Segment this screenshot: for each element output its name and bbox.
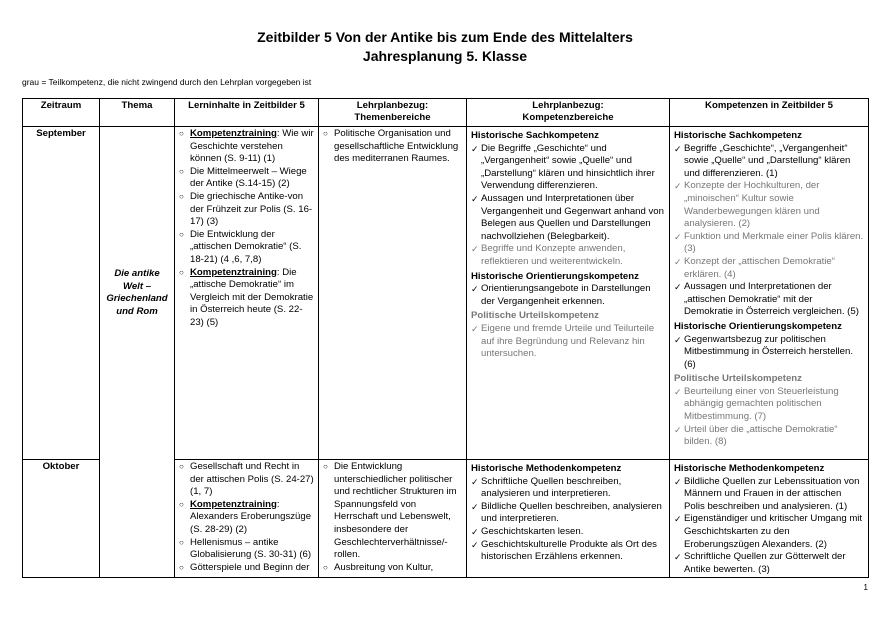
list-item: ○ Gesellschaft und Recht in der attischen Polis (S. 24-27) (1, 7) bbox=[179, 461, 314, 499]
table-row-september bbox=[23, 127, 869, 460]
list-item: ○ Götterspiele und Beginn der bbox=[179, 562, 314, 575]
list-item: ✓ Die Begriffe „Geschichte“ und „Vergangenheit“ sowie „Quelle“ und „Darstellung“ klären und hinsichtlich ihrer Verwendung differenzieren. bbox=[471, 143, 665, 193]
section-title: Historische Orientierungskompetenz bbox=[674, 320, 842, 332]
planning-table bbox=[22, 98, 869, 578]
col-header-themenbereiche bbox=[319, 99, 467, 127]
legend-note: grau = Teilkompetenz, die nicht zwingend durch den Lehrplan vorgegeben ist bbox=[22, 77, 312, 87]
col-header-kompetenzbereiche bbox=[467, 99, 670, 127]
list-item: ✓ Geschichtskarten lesen. bbox=[471, 526, 665, 539]
col-header-zeitraum: Zeitraum bbox=[23, 99, 100, 127]
list-item: ○ Die griechische Antike-von der Frühzeit zur Polis (S. 16-17) (3) bbox=[179, 191, 314, 229]
list-item: ✓ Begriffe „Geschichte“, „Vergangenheit“ sowie „Quelle“ und „Darstellung“ klären und differenzieren. (1) bbox=[674, 143, 864, 181]
section-title: Politische Urteilskompetenz bbox=[674, 373, 802, 385]
thema-cell bbox=[100, 127, 175, 460]
page-number: 1 bbox=[863, 583, 868, 592]
list-item: ○ Kompetenztraining: Alexanders Eroberungszüge (S. 28-29) (2) bbox=[179, 499, 314, 537]
thema-line: Griechenland bbox=[106, 293, 168, 305]
document-title: Zeitbilder 5 Von der Antike bis zum Ende des Mittelalters bbox=[257, 29, 633, 45]
list-item: ✓ Beurteilung einer von Steuerleistung abhängig gemachten politischen Mitbestimmung. (7) bbox=[674, 386, 864, 424]
list-item: ✓ Gegenwartsbezug zur politischen Mitbestimmung in Österreich herstellen. (6) bbox=[674, 334, 864, 372]
list-item: ○ Kompetenztraining: Die „attische Demokratie“ im Vergleich mit der Demokratie in Österreich heute (S. 22-23) (5) bbox=[179, 267, 314, 330]
themenbereiche-cell bbox=[319, 127, 467, 460]
list-item: ○ Ausbreitung von Kultur, bbox=[323, 562, 462, 575]
list-item: ✓ Funktion und Merkmale einer Polis klären. (3) bbox=[674, 231, 864, 256]
col-header-lerninhalte: Lerninhalte in Zeitbilder 5 bbox=[175, 99, 319, 127]
lerninhalte-cell bbox=[175, 127, 319, 460]
col-header-themenbereiche-a: Lehrplanbezug: bbox=[356, 100, 429, 111]
zeitraum-cell: Oktober bbox=[23, 460, 100, 578]
thema-cell-continued bbox=[100, 460, 175, 578]
list-item: ✓ Schriftliche Quellen zur Götterwelt der Antike bewerten. (3) bbox=[674, 551, 864, 576]
list-item: ✓ Konzepte der Hochkulturen, der „minoischen“ Kultur sowie Wanderbewegungen klären und analysieren. (2) bbox=[674, 180, 864, 230]
list-item: ✓ Begriffe und Konzepte anwenden, reflektieren und weiterentwickeln. bbox=[471, 243, 665, 268]
list-item: ✓ Aussagen und Interpretationen über Vergangenheit und Gegenwart anhand von Belegen aus Quellen und Darstellungen nachvollziehen (Belegbarkeit). bbox=[471, 193, 665, 243]
kompetenzbereiche-cell bbox=[467, 127, 670, 460]
col-header-kompetenzbereiche-b: Kompetenzbereiche bbox=[522, 112, 614, 123]
list-item: ✓ Urteil über die „attische Demokratie“ bilden. (8) bbox=[674, 424, 864, 449]
col-header-kompetenzbereiche-a: Lehrplanbezug: bbox=[532, 100, 604, 111]
list-item: ✓ Orientierungsangebote in Darstellungen der Vergangenheit erkennen. bbox=[471, 283, 665, 308]
lerninhalte-cell bbox=[175, 460, 319, 578]
col-header-thema: Thema bbox=[100, 99, 175, 127]
list-item: ○ Die Entwicklung unterschiedlicher politischer und rechtlicher Strukturen im Spannungsfeld von Herrschaft und Lebenswelt, insbesondere der Geschlechterverhältnisse/-rollen. bbox=[323, 461, 462, 562]
kompetenzbereiche-cell bbox=[467, 460, 670, 578]
list-item: ○ Die Entwicklung der „attischen Demokratie“ (S. 18-21) (4 ,6, 7,8) bbox=[179, 229, 314, 267]
list-item: ○ Politische Organisation und gesellschaftliche Entwicklung des mediterranen Raumes. bbox=[323, 128, 462, 166]
list-item: ○ Kompetenztraining: Wie wir Geschichte verstehen können (S. 9-11) (1) bbox=[179, 128, 314, 166]
list-item: ○ Hellenismus – antike Globalisierung (S. 30-31) (6) bbox=[179, 537, 314, 562]
document-subtitle: Jahresplanung 5. Klasse bbox=[362, 48, 528, 64]
zeitraum-cell: September bbox=[23, 127, 100, 460]
section-title: Historische Methodenkompetenz bbox=[674, 463, 825, 474]
kompetenzen-cell bbox=[670, 460, 869, 578]
table-header-row bbox=[23, 99, 869, 127]
table-row-oktober bbox=[23, 460, 869, 578]
themenbereiche-cell bbox=[319, 460, 467, 578]
list-item: ✓ Schriftliche Quellen beschreiben, analysieren und interpretieren. bbox=[471, 476, 665, 501]
list-item: ✓ Bildliche Quellen beschreiben, analysieren und interpretieren. bbox=[471, 501, 665, 526]
list-item: ✓ Eigene und fremde Urteile und Teilurteile auf ihre Begründung und Relevanz hin untersuchen. bbox=[471, 323, 665, 361]
section-title: Historische Sachkompetenz bbox=[471, 130, 599, 141]
section-title: Historische Methodenkompetenz bbox=[471, 463, 622, 474]
list-item: ✓ Konzept der „attischen Demokratie“ erklären. (4) bbox=[674, 256, 864, 281]
list-item: ✓ Geschichtskulturelle Produkte als Ort des historischen Erzählens erkennen. bbox=[471, 539, 665, 564]
section-title: Historische Orientierungskompetenz bbox=[471, 270, 639, 282]
section-title: Historische Sachkompetenz bbox=[674, 130, 802, 141]
list-item: ✓ Eigenständiger und kritischer Umgang mit Geschichtskarten zu den Eroberungszügen Alexanders. (2) bbox=[674, 513, 864, 551]
thema-line: und Rom bbox=[116, 305, 158, 317]
col-header-themenbereiche-b: Themenbereiche bbox=[354, 112, 431, 123]
col-header-kompetenzen: Kompetenzen in Zeitbilder 5 bbox=[670, 99, 869, 127]
list-item: ✓ Aussagen und Interpretationen der „attischen Demokratie“ mit der Demokratie in Österreich vergleichen. (5) bbox=[674, 281, 864, 319]
kompetenzen-cell bbox=[670, 127, 869, 460]
thema-line: Welt – bbox=[122, 280, 152, 292]
list-item: ○ Die Mittelmeerwelt – Wiege der Antike (S.14-15) (2) bbox=[179, 166, 314, 191]
thema-line: Die antike bbox=[114, 268, 160, 280]
section-title: Politische Urteilskompetenz bbox=[471, 310, 599, 322]
list-item: ✓ Bildliche Quellen zur Lebenssituation von Männern und Frauen in der attischen Polis beschreiben und analysieren. (1) bbox=[674, 476, 864, 514]
